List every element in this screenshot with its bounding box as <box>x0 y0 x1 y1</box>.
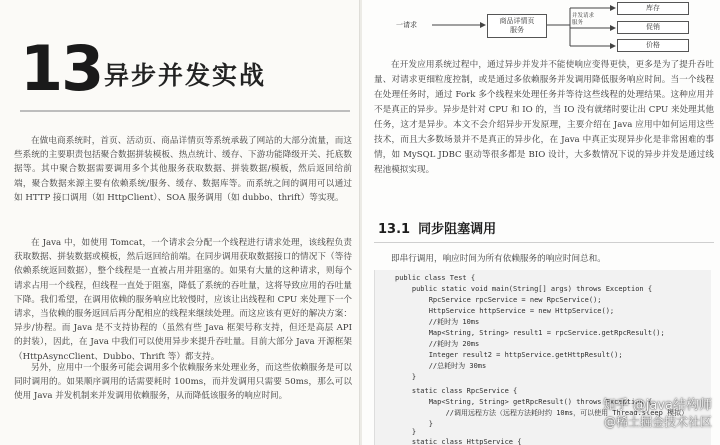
watermark-primary: 知乎 @java结构师 <box>602 398 712 413</box>
chapter-title: 异步并发实战 <box>104 61 267 90</box>
diagram-split-label: 并发请求 服务 <box>572 13 595 26</box>
section-heading <box>378 218 496 237</box>
code-line: RpcService rpcService = new RpcService(); <box>395 296 602 304</box>
chapter-number: 13 <box>20 32 103 105</box>
diagram-target-price: 价格 <box>617 39 689 52</box>
section-number: 13.1 <box>378 222 411 237</box>
code-line: //总耗时为 30ms <box>395 362 487 370</box>
paragraph-intro: 在做电商系统时，首页、活动页、商品详情页等系统承载了网站的大部分流量，而这些系统的主要职责包括聚合数据拼装模板、热点统计、缓存、下游功能降级开关、托底数据等。其中聚合数据需要调用多个其他服务获取数据、拼装数据/模板，然后返回给前端，聚合数据来源主要有依赖系统/服务、缓存、数据库等。而系统之间的调用可以通过如 HTTP 接口调用（如 HttpClient）、SOA 服务调用（如 dubbo、thrift）等实现。 <box>14 136 352 203</box>
code-line: Map<String, String> result1 = rpcService.getRpcResult(); <box>395 329 665 337</box>
watermark-secondary: @稀土掘金技术社区 <box>603 415 712 429</box>
code-line: Map<String, String> getRpcResult() throws Exception { <box>395 398 653 406</box>
chapter-divider <box>20 110 350 112</box>
watermark <box>603 398 712 430</box>
code-line: //耗时为 10ms <box>395 318 480 326</box>
section-divider <box>374 242 714 243</box>
code-line: static class HttpService { <box>395 438 522 445</box>
paragraph-concurrency: 另外，应用中一个服务可能会调用多个依赖服务来处理业务，而这些依赖服务是可以同时调用的。如果顺序调用的话需要耗时 100ms，而并发调用只需要 50ms，那么可以使用 Java 并发机制来并发调用依赖服务，从而降低该服务的响应时间。 <box>14 363 352 402</box>
code-line: static class RpcService { <box>395 387 518 395</box>
diagram-target-inventory: 库存 <box>617 2 689 15</box>
code-line: Integer result2 = httpService.getHttpResult(); <box>395 351 623 359</box>
paragraph-java-threads: 在 Java 中，如使用 Tomcat，一个请求会分配一个线程进行请求处理，该线程负责获取数据、拼装数据或模板，然后返回给前端。在同步调用获取数据接口的情况下（等待依赖系统返回数据），整个线程是一直被占用并阻塞的。如果有大量的这种请求，则每个请求占用一个线程，但线程一直处于阻塞，降低了系统的吞吐量，这将导致应用的吞吐量下降。我们希望，在调用依赖的服务响应比较慢时，应该让出线程和 CPU 来处理下一个请求，当依赖的服务返回后再分配相应的线程来继续处理。而这应该有更好的解决方案：异步/协程。而 Java 是不支持协程的（虽然有些 Java 框架号称支持，但还是高层 API 的封装），因此，在 Java 中我们可以使用异步来提升吞吐量。目前大部分 Java 开源框架（HttpAsyncClient、Dubbo、Thrift 等）都支持。 <box>14 238 352 362</box>
section-intro: 即串行调用，响应时间为所有依赖服务的响应时间总和。 <box>391 254 606 264</box>
code-line: //调用远程方法（远程方法耗时约 10ms，可以使用 Thread.sleep 模拟） <box>395 409 689 417</box>
section-title: 同步阻塞调用 <box>418 222 497 237</box>
code-line: HttpService httpService = new HttpService(); <box>395 307 615 315</box>
code-line: public class Test { <box>395 274 476 282</box>
code-line: } <box>395 428 417 436</box>
code-line: } <box>395 420 433 428</box>
diagram-request-label: 一请求 <box>396 21 417 29</box>
paragraph-async-overview: 在开发应用系统过程中，通过异步并发并不能使响应变得更快，更多是为了提升吞吐量、对请求更细粒度控制，或是通过多依赖服务并发调用降低服务响应时间。当一个线程在处理任务时，通过 Fork 多个线程来处理任务并等待这些线程的处理结果。这种应用并不是真正的异步。异步是针对 CPU 和 IO 的，当 IO 没有就绪时要让出 CPU 来处理其他任务，这才是异步。本文不会介绍异步开发原理，主要介绍在 Java 应用中如何运用这些技术，而且大多数场景并不是真正的异步化，在 Java 中真正实现异步化是非常困难的事情，如 MySQL JDBC 驱动等很多都是 BIO 设计，大多数情况下说的异步并发是通过线程池模拟实现。 <box>374 60 714 175</box>
code-line: //耗时为 20ms <box>395 340 480 348</box>
diagram-target-promotion: 促销 <box>617 21 689 34</box>
code-line: public static void main(String[] args) throws Exception { <box>395 285 653 293</box>
right-page <box>362 0 720 445</box>
concurrency-diagram <box>394 2 714 52</box>
diagram-detail-service-box: 商品详情页 服务 <box>487 14 547 38</box>
code-line: } <box>395 373 417 381</box>
